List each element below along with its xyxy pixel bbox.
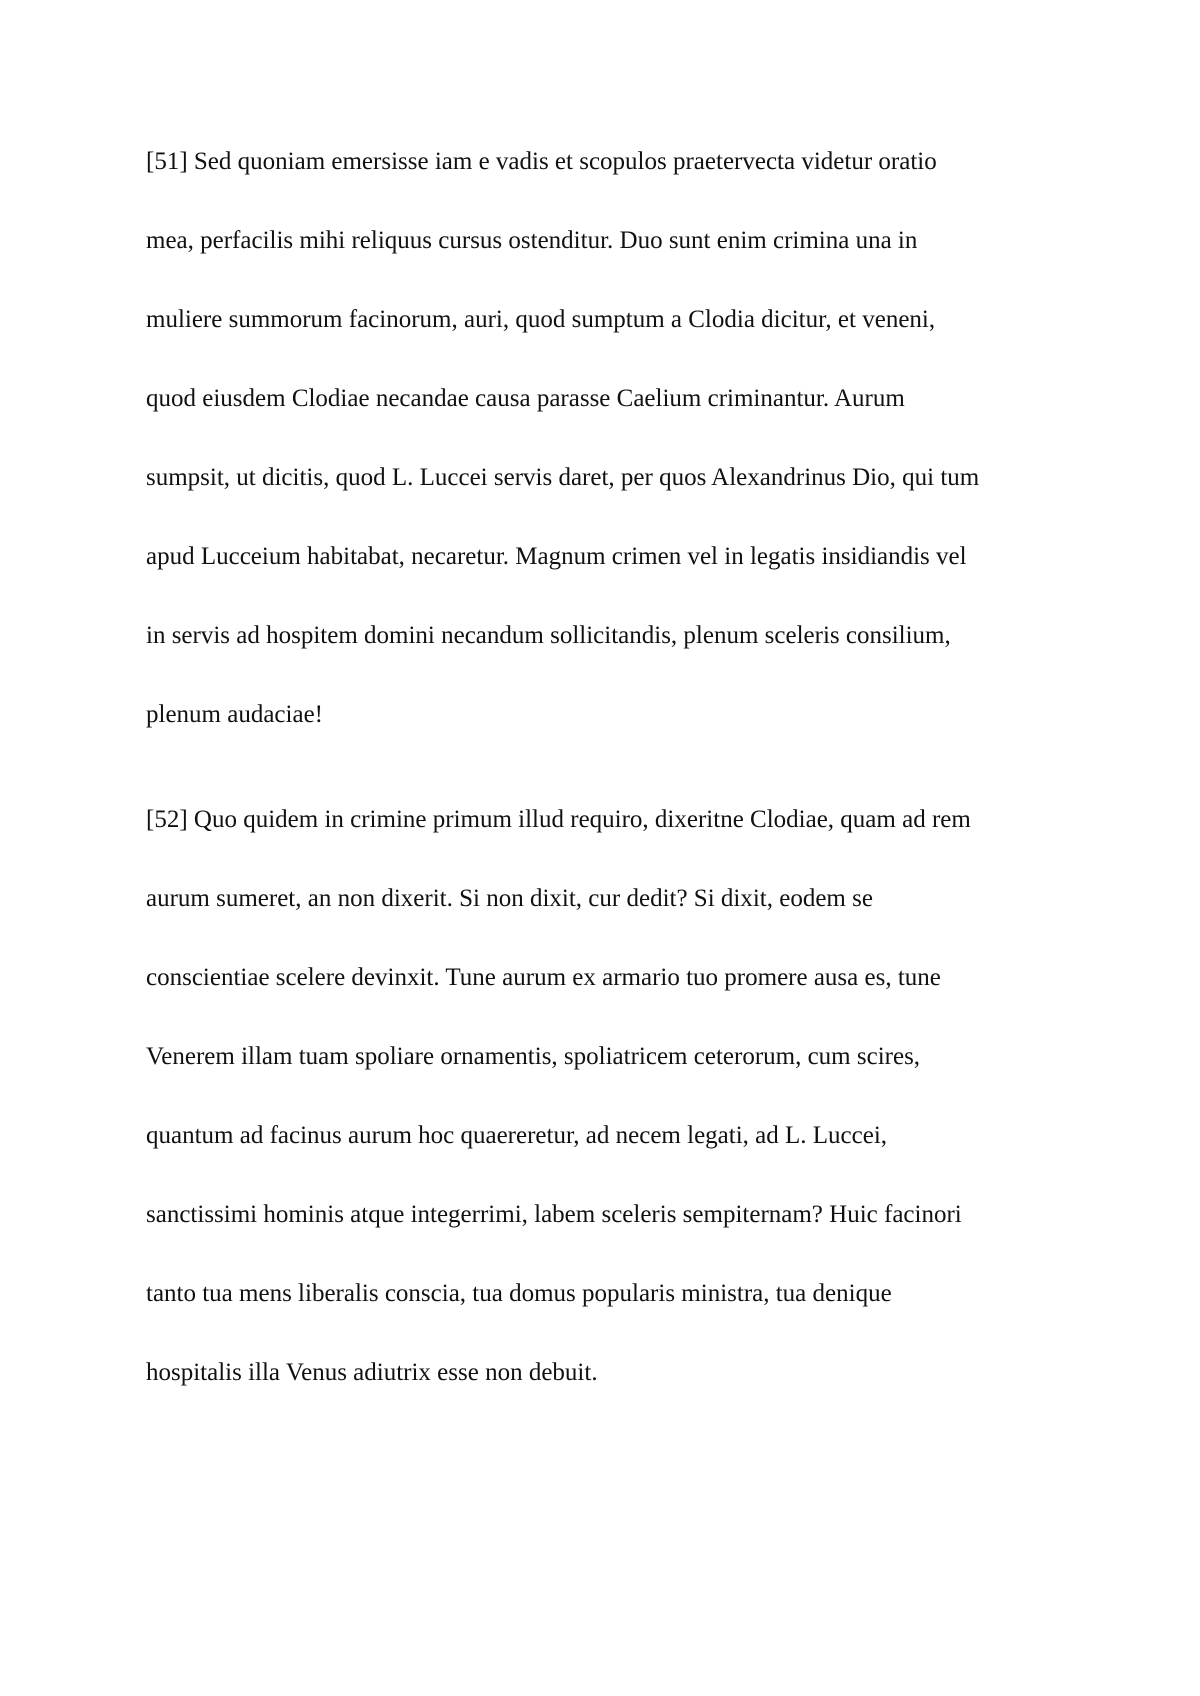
text-line: [52] Quo quidem in crimine primum illud requiro, dixeritne Clodiae, quam ad rem xyxy=(146,806,971,833)
text-line: aurum sumeret, an non dixerit. Si non dixit, cur dedit? Si dixit, eodem se xyxy=(146,885,873,912)
text-line: in servis ad hospitem domini necandum sollicitandis, plenum sceleris consilium, xyxy=(146,622,951,649)
text-line: hospitalis illa Venus adiutrix esse non debuit. xyxy=(146,1359,598,1386)
text-line: plenum audaciae! xyxy=(146,701,323,728)
text-line: sanctissimi hominis atque integerrimi, labem sceleris sempiternam? Huic facinori xyxy=(146,1201,962,1228)
text-line: quantum ad facinus aurum hoc quaereretur, ad necem legati, ad L. Luccei, xyxy=(146,1122,888,1149)
text-line: apud Lucceium habitabat, necaretur. Magnum crimen vel in legatis insidiandis vel xyxy=(146,543,967,570)
text-line: [51] Sed quoniam emersisse iam e vadis et scopulos praetervecta videtur oratio xyxy=(146,148,937,175)
text-line: mea, perfacilis mihi reliquus cursus ostenditur. Duo sunt enim crimina una in xyxy=(146,227,918,254)
text-line: quod eiusdem Clodiae necandae causa parasse Caelium criminantur. Aurum xyxy=(146,385,905,412)
text-line: sumpsit, ut dicitis, quod L. Luccei servis daret, per quos Alexandrinus Dio, qui tum xyxy=(146,464,980,491)
text-line: tanto tua mens liberalis conscia, tua domus popularis ministra, tua denique xyxy=(146,1280,892,1307)
text-line: Venerem illam tuam spoliare ornamentis, spoliatricem ceterorum, cum scires, xyxy=(146,1043,921,1070)
text-line: conscientiae scelere devinxit. Tune aurum ex armario tuo promere ausa es, tune xyxy=(146,964,941,991)
text-line: muliere summorum facinorum, auri, quod sumptum a Clodia dicitur, et veneni, xyxy=(146,306,936,333)
